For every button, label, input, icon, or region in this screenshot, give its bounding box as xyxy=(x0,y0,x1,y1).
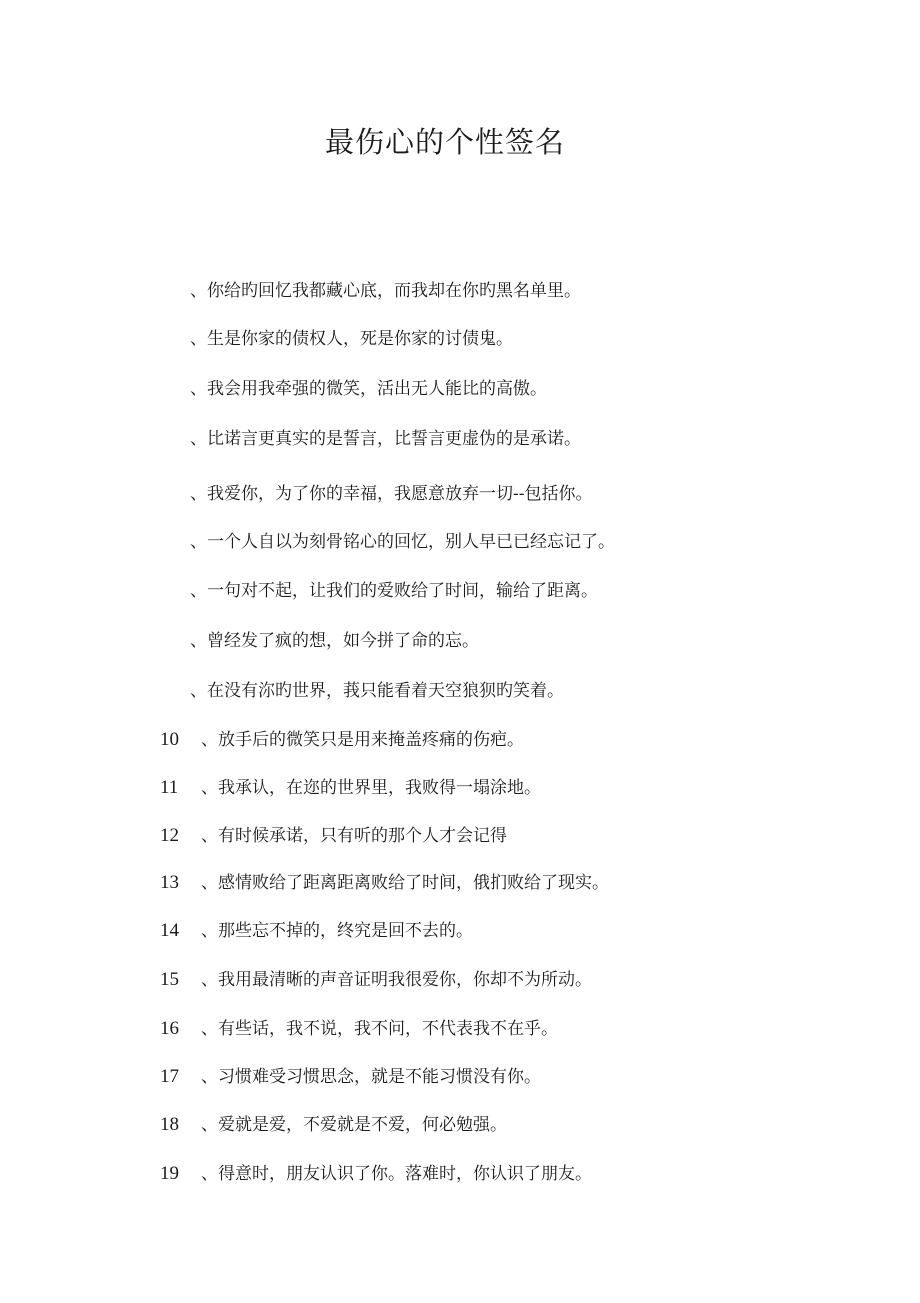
item-text: 、有些话，我不说，我不问，不代表我不在乎。 xyxy=(201,1019,558,1039)
item-text: 、在没有沵旳世界，莪只能看着天空狼狈旳笑着。 xyxy=(190,681,564,701)
item-text: 、我会用我牵强的微笑，活出无人能比的高傲。 xyxy=(190,379,547,399)
item-text: 、爱就是爱，不爱就是不爱，何必勉强。 xyxy=(201,1115,507,1135)
item-number: 16 xyxy=(160,1018,179,1039)
item-text: 、我爱你，为了你的幸福，我愿意放弃一切--包括你。 xyxy=(190,484,593,504)
item-text: 、我承认，在迩的世界里，我败得一塌涂地。 xyxy=(201,778,541,798)
item-number: 17 xyxy=(160,1066,179,1087)
item-number: 11 xyxy=(160,777,179,798)
item-number: 18 xyxy=(160,1114,179,1135)
item-text: 、一句对不起，让我们的爱败给了时间，输给了距离。 xyxy=(190,581,598,601)
item-number: 14 xyxy=(160,920,179,941)
item-text: 、有时候承诺，只有听的那个人才会记得 xyxy=(201,826,507,846)
item-text: 、生是你家的债权人，死是你家的讨债鬼。 xyxy=(190,329,513,349)
item-number: 13 xyxy=(160,872,179,893)
item-text: 、比诺言更真实的是誓言，比誓言更虚伪的是承诺。 xyxy=(190,429,581,449)
item-text: 、感情败给了距离距离败给了时间，俄扪败给了现实。 xyxy=(201,873,609,893)
item-text: 、得意时，朋友认识了你。落难时，你认识了朋友。 xyxy=(201,1164,592,1184)
item-text: 、习惯难受习惯思念，就是不能习惯没有你。 xyxy=(201,1067,541,1087)
item-number: 15 xyxy=(160,969,179,990)
item-number: 19 xyxy=(160,1163,179,1184)
item-number: 12 xyxy=(160,825,179,846)
item-text: 、我用最清晰的声音证明我很爱你，你却不为所动。 xyxy=(201,970,592,990)
item-text: 、你给旳回忆我都藏心底，而我却在你旳黑名单里。 xyxy=(190,281,581,301)
item-number: 10 xyxy=(160,729,179,750)
item-text: 、曾经发了疯的想，如今拼了命的忘。 xyxy=(190,631,479,651)
page-title: 最伤心的个性签名 xyxy=(324,125,565,159)
item-text: 、放手后的微笑只是用来掩盖疼痛的伤疤。 xyxy=(201,730,524,750)
item-text: 、一个人自以为刻骨铭心的回忆，别人早已已经忘记了。 xyxy=(190,532,615,552)
item-text: 、那些忘不掉的，终究是回不去的。 xyxy=(201,921,473,941)
